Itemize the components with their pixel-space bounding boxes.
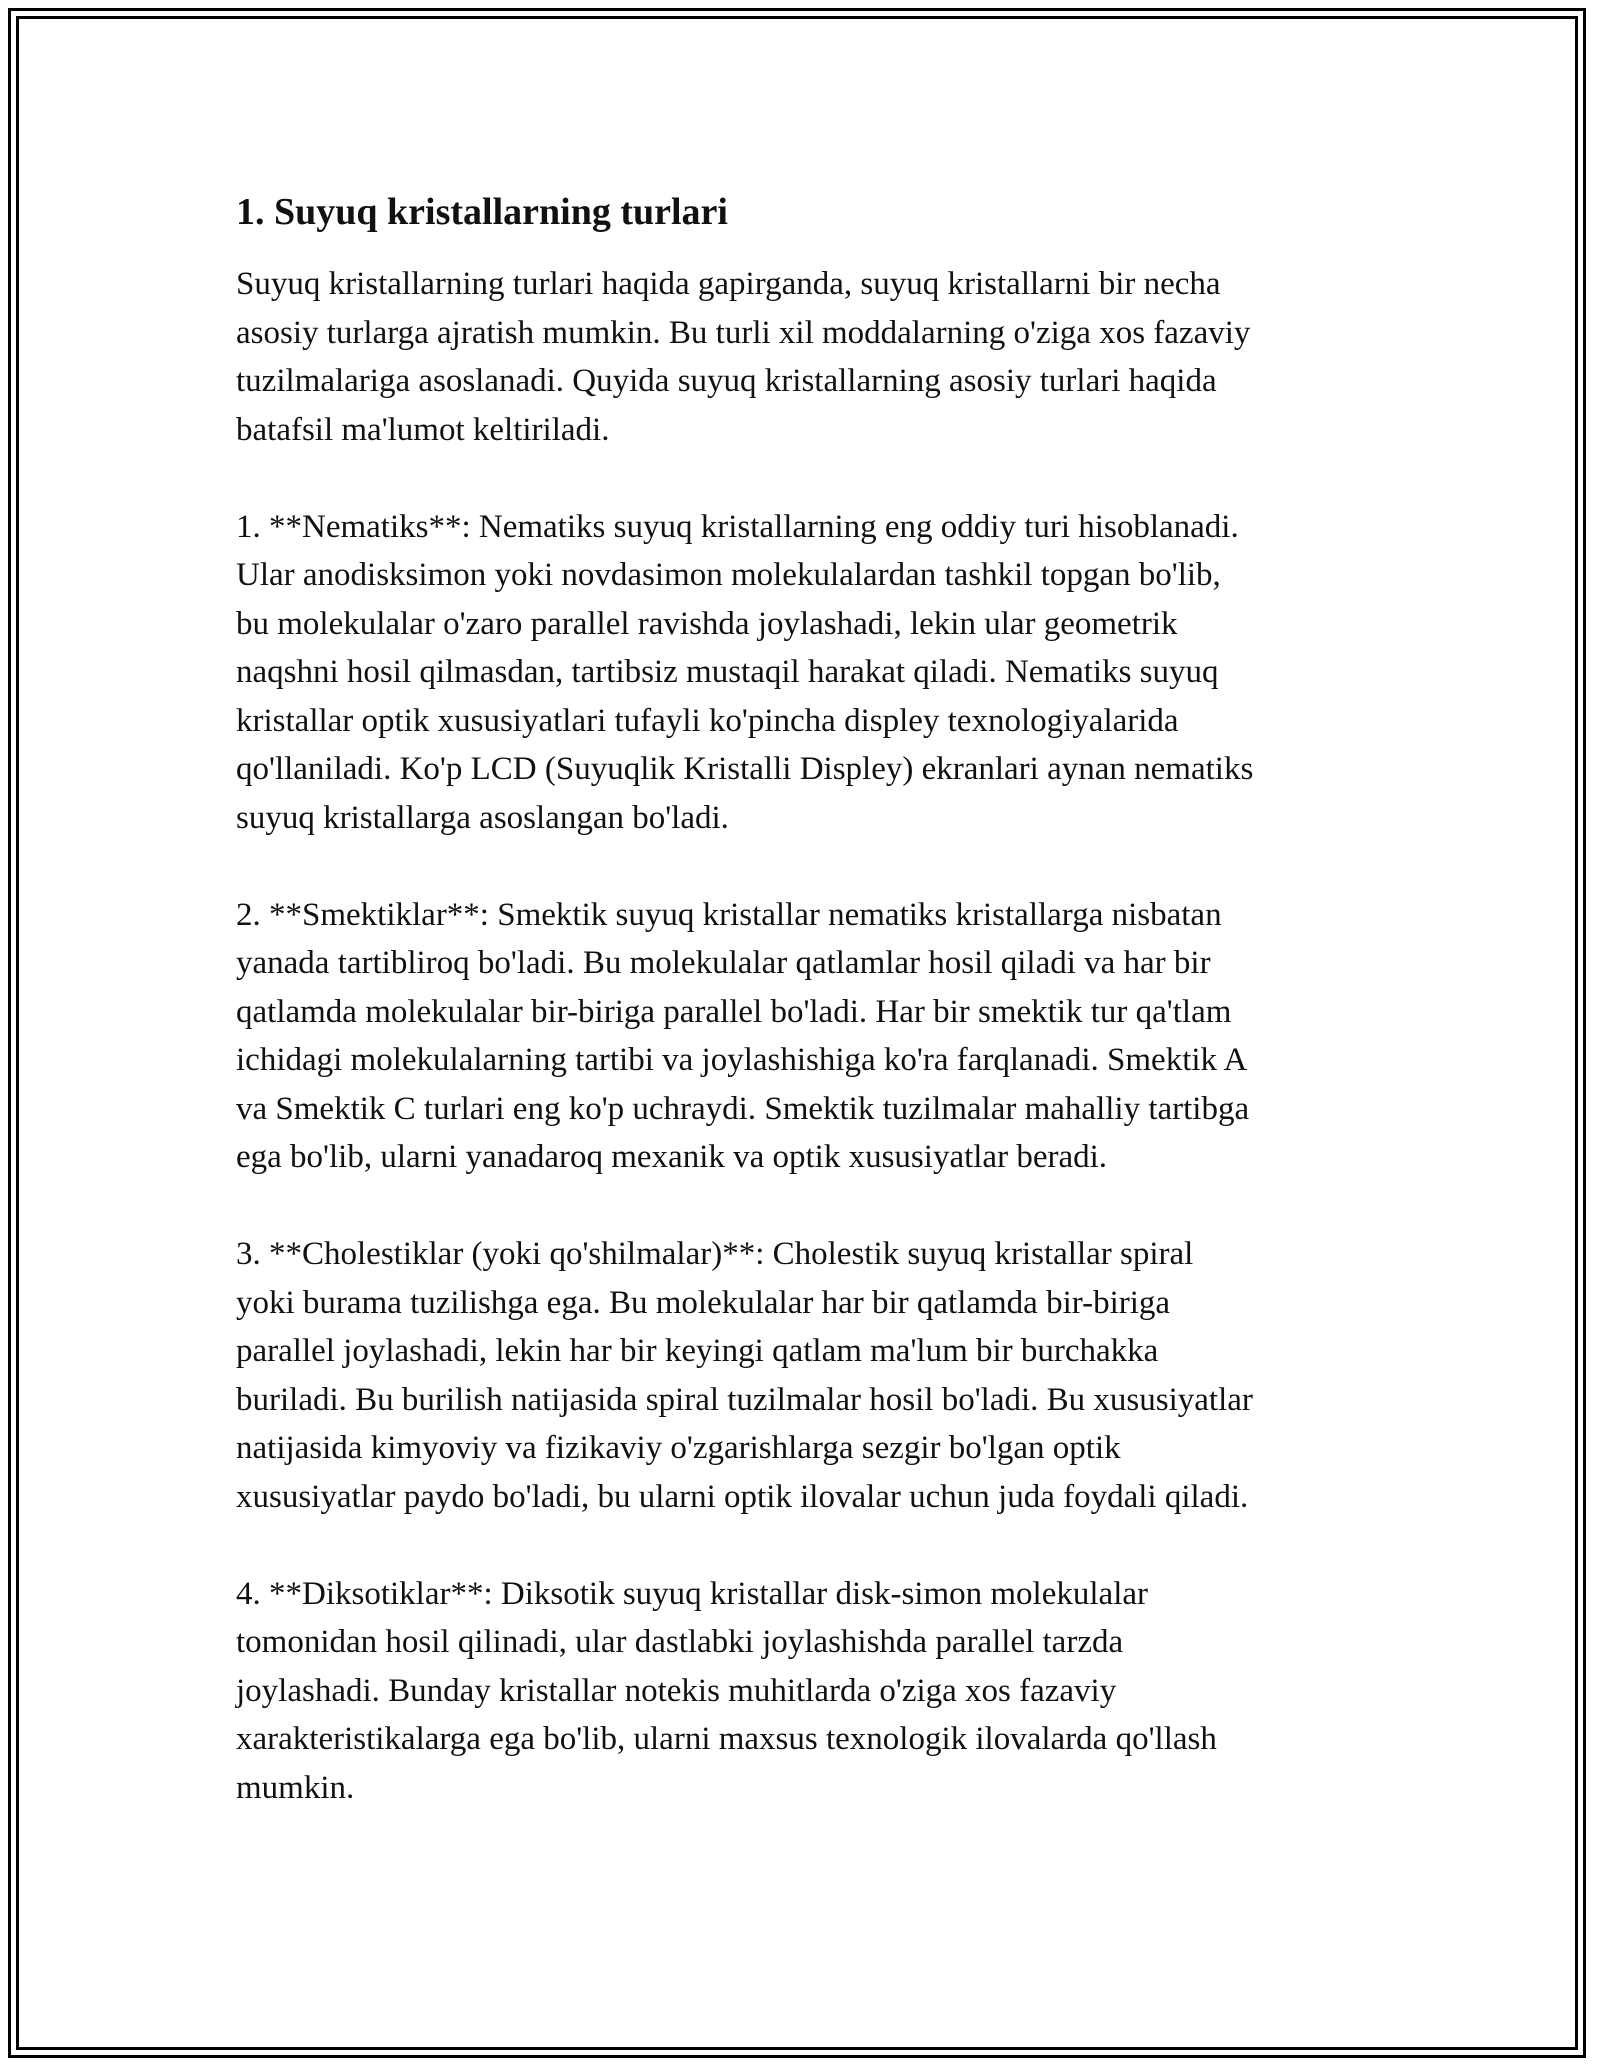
text-line: 1. **Nematiks**: Nematiks suyuq kristallarning eng oddiy turi hisoblanadi. <box>236 508 1239 545</box>
cholestiklar-paragraph <box>236 1230 1386 1521</box>
text-line: yanada tartibliroq bo'ladi. Bu molekulalar qatlamlar hosil qiladi va har bir <box>236 945 1211 981</box>
text-line: Ular anodisksimon yoki novdasimon molekulalardan tashkil topgan bo'lib, <box>236 557 1221 593</box>
text-line: suyuq kristallarga asoslangan bo'ladi. <box>236 799 729 836</box>
text-line: parallel joylashadi, lekin har bir keyingi qatlam ma'lum bir burchakka <box>236 1333 1159 1369</box>
text-line: 2. **Smektiklar**: Smektik suyuq kristallar nematiks kristallarga nisbatan <box>236 896 1222 933</box>
text-line: naqshni hosil qilmasdan, tartibsiz mustaqil harakat qiladi. Nematiks suyuq <box>236 654 1219 690</box>
smektiklar-paragraph <box>236 891 1386 1182</box>
text-line: va Smektik C turlari eng ko'p uchraydi. Smektik tuzilmalar mahalliy tartibga <box>236 1090 1250 1127</box>
text-line: Suyuq kristallarning turlari haqida gapirganda, suyuq kristallarni bir necha <box>236 266 1221 302</box>
diksotiklar-paragraph <box>236 1570 1386 1813</box>
intro-paragraph <box>236 260 1386 454</box>
text-line: batafsil ma'lumot keltiriladi. <box>236 411 610 448</box>
text-line: 3. **Cholestiklar (yoki qo'shilmalar)**: Cholestik suyuq kristallar spiral <box>236 1236 1194 1272</box>
document-body <box>236 188 1386 1861</box>
text-line: joylashadi. Bunday kristallar notekis muhitlarda o'ziga xos fazaviy <box>236 1672 1117 1709</box>
text-line: qo'llaniladi. Ko'p LCD (Suyuqlik Kristalli Displey) ekranlari aynan nematiks <box>236 751 1254 787</box>
text-line: xarakteristikalarga ega bo'lib, ularni maxsus texnologik ilovalarda qo'llash <box>236 1721 1217 1757</box>
text-line: tomonidan hosil qilinadi, ular dastlabki joylashishda parallel tarzda <box>236 1624 1124 1660</box>
text-line: tuzilmalariga asoslanadi. Quyida suyuq kristallarning asosiy turlari haqida <box>236 363 1217 399</box>
text-line: asosiy turlarga ajratish mumkin. Bu turli xil moddalarning o'ziga xos fazaviy <box>236 314 1251 351</box>
text-line: buriladi. Bu burilish natijasida spiral tuzilmalar hosil bo'ladi. Bu xususiyatlar <box>236 1381 1253 1418</box>
text-line: kristallar optik xususiyatlari tufayli ko'pincha displey texnologiyalarida <box>236 702 1179 739</box>
section-heading: 1. Suyuq kristallarning turlari <box>236 191 728 233</box>
nematiks-paragraph <box>236 503 1386 843</box>
text-line: xususiyatlar paydo bo'ladi, bu ularni optik ilovalar uchun juda foydali qiladi. <box>236 1478 1249 1515</box>
text-line: bu molekulalar o'zaro parallel ravishda joylashadi, lekin ular geometrik <box>236 605 1178 642</box>
text-line: mumkin. <box>236 1769 355 1806</box>
text-line: 4. **Diksotiklar**: Diksotik suyuq kristallar disk-simon molekulalar <box>236 1575 1148 1612</box>
text-line: ega bo'lib, ularni yanadaroq mexanik va optik xususiyatlar beradi. <box>236 1139 1108 1175</box>
text-line: qatlamda molekulalar bir-biriga parallel bo'ladi. Har bir smektik tur qa'tlam <box>236 993 1232 1030</box>
text-line: yoki burama tuzilishga ega. Bu molekulalar har bir qatlamda bir-biriga <box>236 1284 1171 1321</box>
text-line: ichidagi molekulalarning tartibi va joylashishiga ko'ra farqlanadi. Smektik A <box>236 1042 1248 1078</box>
text-line: natijasida kimyoviy va fizikaviy o'zgarishlarga sezgir bo'lgan optik <box>236 1430 1121 1466</box>
